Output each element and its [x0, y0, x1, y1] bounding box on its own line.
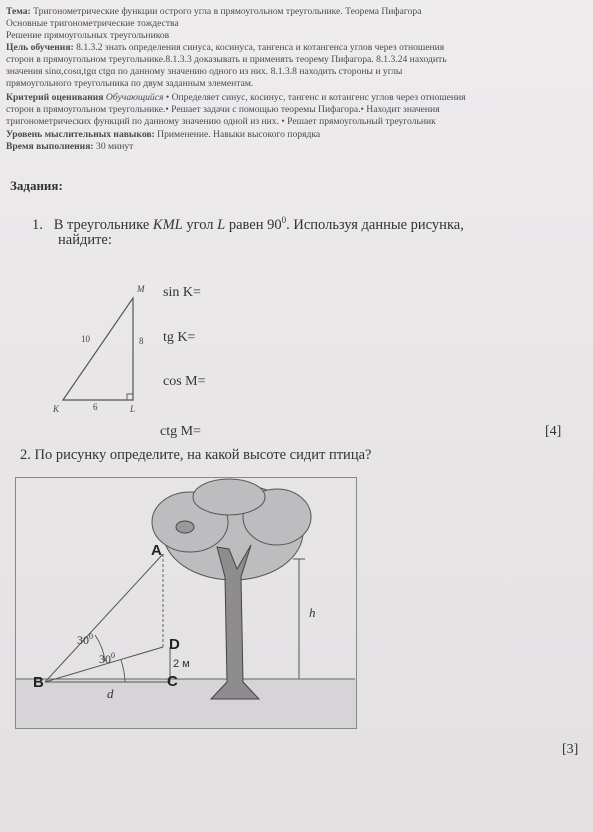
- height-dc-label: 2 м: [173, 658, 190, 670]
- formula-ctg-m: ctg M=: [160, 424, 201, 439]
- header-line-3: Решение прямоугольных треугольников: [6, 30, 170, 41]
- topic-label: Тема:: [6, 6, 31, 17]
- task1-points: [4]: [545, 424, 562, 439]
- level-label: Уровень мыслительных навыков:: [6, 129, 155, 140]
- vertex-m-label: M: [137, 284, 145, 294]
- goal-line-3: значения sinα,cosα,tgα ctgα по данному значению одного из них. 8.1.3.8 находить стороны и углы: [6, 66, 403, 77]
- criteria-line-1: [6, 92, 466, 104]
- triangle-shape: [63, 298, 133, 400]
- point-b-label: B: [33, 674, 44, 691]
- task1-triangle: KML: [152, 216, 183, 233]
- angle-bottom-label: $30^0$: [99, 651, 115, 666]
- ground-area: [16, 679, 356, 728]
- vertex-l-label: L: [130, 404, 136, 414]
- task1-text-d: . Используя данные рисунка,: [286, 216, 464, 233]
- bird-icon: [176, 521, 194, 533]
- task2-question: По рисунку определите, на какой высоте сидит птица?: [34, 447, 372, 463]
- task2-text: [20, 445, 371, 465]
- point-c-label: C: [167, 673, 178, 690]
- task1-text: [32, 210, 582, 235]
- level-text: Применение. Навыки высокого порядка: [157, 129, 321, 140]
- task1-line2: найдите:: [58, 232, 112, 248]
- height-h-label: h: [309, 605, 316, 620]
- goal-line-4: прямоугольного треугольника по двум заданным элементам.: [6, 78, 254, 89]
- side-kl-label: 6: [93, 402, 98, 412]
- distance-d-label: d: [107, 686, 114, 701]
- task1-text-b: угол: [182, 216, 218, 233]
- time-label: Время выполнения:: [6, 141, 94, 152]
- criteria-line-3: тригонометрических функций по данному значению одной из них. • Решает прямоугольный треугольник: [6, 116, 436, 127]
- angle-top-label: $30^0$: [77, 632, 93, 647]
- right-angle-mark: [127, 394, 133, 400]
- formula-cos-m: cos M=: [163, 374, 206, 389]
- side-km-label: 10: [81, 334, 90, 344]
- formula-tg-k: tg K=: [163, 330, 196, 345]
- task2-number: 2.: [20, 447, 31, 463]
- task1-number: 1.: [32, 216, 43, 233]
- criteria-label: Критерий оценивания: [6, 92, 104, 103]
- task1-degree: 0: [281, 215, 287, 225]
- bird-tree-figure: [15, 477, 357, 729]
- goal-text-1: 8.1.3.2 знать определения синуса, косинуса, тангенса и котангенса углов через отношения: [76, 42, 445, 53]
- task1-text-a: В треугольнике: [53, 216, 153, 233]
- time-text: 30 минут: [96, 141, 134, 152]
- task2-points: [3]: [562, 742, 579, 757]
- criteria-line-2: сторон в прямоугольном треугольнике.• Решает задачи с помощью теоремы Пифагора.• Находит значения: [6, 104, 440, 115]
- goal-line-1: [6, 42, 444, 54]
- formula-sin-k: sin K=: [163, 285, 201, 300]
- vertex-k-label: K: [53, 404, 60, 414]
- topic-text: Тригонометрические функции острого угла в прямоугольном треугольнике. Теорема Пифагора: [33, 6, 422, 17]
- task1-text-c: равен 90: [225, 216, 282, 233]
- criteria-text-1: • Определяет синус, косинус, тангенс и котангенс углов через отношения: [165, 92, 466, 103]
- goal-label: Цель обучения:: [6, 42, 74, 53]
- side-ml-label: 8: [139, 336, 144, 346]
- header-line-2: Основные тригонометрические тождества: [6, 18, 179, 29]
- point-d-label: D: [169, 636, 180, 653]
- tasks-heading: Задания:: [10, 178, 63, 193]
- goal-line-2: сторон в прямоугольном треугольнике.8.1.3.3 доказывать и применять теорему Пифагора. 8.1.3.24 находить: [6, 54, 447, 65]
- criteria-who: Обучающийся: [105, 92, 164, 103]
- level-line: [6, 129, 320, 141]
- time-line: [6, 141, 133, 153]
- point-a-label: A: [151, 542, 162, 559]
- triangle-figure: [45, 278, 155, 418]
- task1-angle: L: [217, 216, 226, 233]
- topic-line: [6, 6, 421, 18]
